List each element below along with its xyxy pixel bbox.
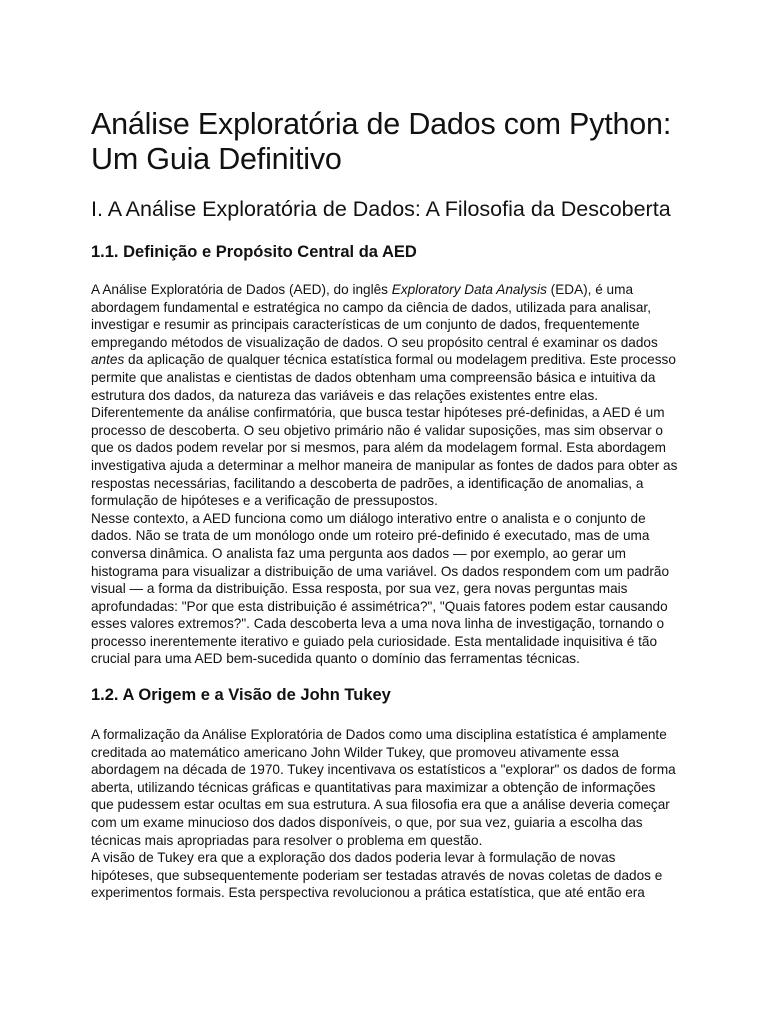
paragraph-1-1-a bbox=[91, 281, 681, 510]
text-run: A Análise Exploratória de Dados (AED), do inglês bbox=[91, 282, 392, 297]
paragraph-1-2-b: A visão de Tukey era que a exploração dos dados poderia levar à formulação de novas hipóteses, que subsequentemente poderiam ser testadas através de novas coletas de dados e experimentos formais. Esta perspectiva revolucionou a prática estatística, que até então era bbox=[91, 850, 663, 901]
subsection-heading-1-1: 1.1. Definição e Propósito Central da AED bbox=[91, 243, 417, 261]
document-title: Análise Exploratória de Dados com Python: Um Guia Definitivo bbox=[91, 107, 672, 176]
paragraph-1-1-b: Nesse contexto, a AED funciona como um diálogo interativo entre o analista e o conjunto de dados. Não se trata de um monólogo onde um roteiro pré-definido é executado, mas de uma conversa dinâmica. O analista faz uma pergunta aos dados — por exemplo, ao gerar um histograma para visualizar a distribuição de uma variável. Os dados respondem com um padrão visual — a forma da distribuição. Essa resposta, por sua vez, gera novas perguntas mais aprofundadas: "Por que esta distribuição é assimétrica?", "Quais fatores podem estar causando esses valores extremos?". Cada descoberta leva a uma nova linha de investigação, tornando o processo inerentemente iterativo e guiado pela curiosidade. Esta mentalidade inquisitiva é tão crucial para uma AED bem-sucedida quanto o domínio das ferramentas técnicas. bbox=[91, 510, 670, 667]
paragraph-1-2-a: A formalização da Análise Exploratória de Dados como uma disciplina estatística é amplamente creditada ao matemático americano John Wilder Tukey, que promoveu ativamente essa abordagem na década de 1970. Tukey incentivava os estatísticos a "explorar" os dados de forma aberta, utilizando técnicas gráficas e quantitativas para maximizar a obtenção de informações que pudessem estar ocultas em sua estrutura. A sua filosofia era que a análise deveria começar com um exame minucioso dos dados disponíveis, o que, por sua vez, guiaria a escolha das técnicas mais apropriadas para resolver o problema em questão. bbox=[91, 727, 676, 848]
italic-term-eda: Exploratory Data Analysis bbox=[391, 282, 547, 297]
section-heading-i: I. A Análise Exploratória de Dados: A Filosofia da Descoberta bbox=[91, 197, 671, 221]
italic-term-antes: antes bbox=[91, 352, 125, 368]
document-page bbox=[91, 107, 681, 902]
text-run: da aplicação de qualquer técnica estatística formal ou modelagem preditiva. Este processo permite que analistas e cientistas de dados obtenham uma compreensão básica e intuitiva da estrutura dos dados, da natureza das variáveis e das relações existentes entre elas. Diferentemente da análise confirmatória, que busca testar hipóteses pré-definidas, a AED é um processo de descoberta. O seu objetivo primário não é validar suposições, mas sim observar o que os dados podem revelar por si mesmos, para além da modelagem formal. Esta abordagem investigativa ajuda a determinar a melhor maneira de manipular as fontes de dados para obter as respostas necessárias, facilitando a descoberta de padrões, a identificação de anomalias, a formulação de hipóteses e a verificação de pressupostos. bbox=[91, 352, 678, 509]
text-run: (EDA), é uma abordagem fundamental e estratégica no campo da ciência de dados, utilizada para analisar, investigar e resumir as principais características de um conjunto de dados, frequentemente empregando métodos de visualização de dados. O seu propósito central é examinar os dados bbox=[91, 282, 658, 350]
subsection-heading-1-2: 1.2. A Origem e a Visão de John Tukey bbox=[91, 686, 391, 705]
